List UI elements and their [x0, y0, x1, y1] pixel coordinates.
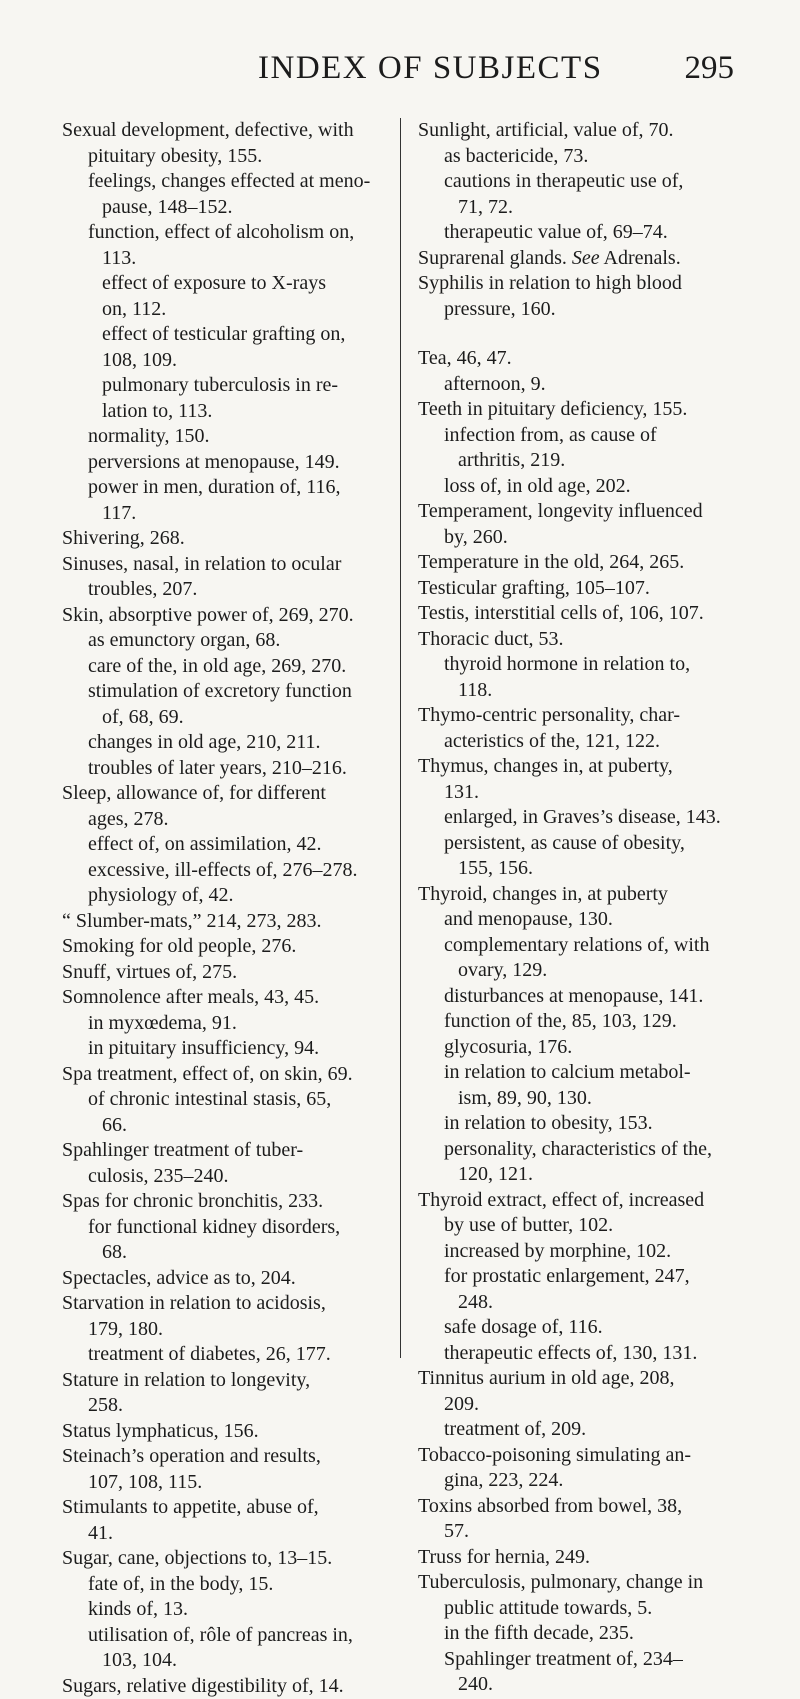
index-subentry: stimulation of excretory function: [88, 679, 392, 705]
index-entry: Teeth in pituitary deficiency, 155.: [418, 397, 758, 423]
index-subentry: persistent, as cause of obesity,: [444, 831, 758, 857]
index-subentry: thyroid hormone in relation to,: [444, 652, 758, 678]
index-subentry: personality, characteristics of the,: [444, 1137, 758, 1163]
index-entry: Tea, 46, 47.: [418, 346, 758, 372]
section-gap: [418, 322, 758, 346]
index-subentry: 108, 109.: [102, 348, 392, 374]
index-subentry: infection from, as cause of: [444, 423, 758, 449]
index-entry: Stature in relation to longevity,: [62, 1368, 392, 1394]
index-subentry: in pituitary insufficiency, 94.: [88, 1036, 392, 1062]
index-subentry: 57.: [444, 1519, 758, 1545]
index-subentry: fate of, in the body, 15.: [88, 1572, 392, 1598]
index-subentry: treatment of diabetes, 26, 177.: [88, 1342, 392, 1368]
index-subentry: 131.: [444, 780, 758, 806]
index-subentry: 118.: [458, 678, 758, 704]
index-entry: Syphilis in relation to high blood: [418, 271, 758, 297]
index-subentry: 120, 121.: [458, 1162, 758, 1188]
index-entry: Status lymphaticus, 156.: [62, 1419, 392, 1445]
index-subentry: 117.: [102, 501, 392, 527]
index-subentry: as emunctory organ, 68.: [88, 628, 392, 654]
index-entry: Truss for hernia, 249.: [418, 1545, 758, 1571]
index-subentry: 248.: [458, 1290, 758, 1316]
index-subentry: in the fifth decade, 235.: [444, 1621, 758, 1647]
index-entry: Testis, interstitial cells of, 106, 107.: [418, 601, 758, 627]
index-subentry: troubles of later years, 210–216.: [88, 756, 392, 782]
index-subentry: for prostatic enlargement, 247,: [444, 1264, 758, 1290]
index-subentry: in myxœdema, 91.: [88, 1011, 392, 1037]
index-subentry: effect of, on assimilation, 42.: [88, 832, 392, 858]
index-subentry: acteristics of the, 121, 122.: [444, 729, 758, 755]
index-entry: Spahlinger treatment of tuber-: [62, 1138, 392, 1164]
index-entry: Sleep, allowance of, for different: [62, 781, 392, 807]
index-subentry: pituitary obesity, 155.: [88, 144, 392, 170]
index-subentry: 107, 108, 115.: [88, 1470, 392, 1496]
index-entry: Tuberculosis, pulmonary, change in: [418, 1570, 758, 1596]
index-subentry: excessive, ill-effects of, 276–278.: [88, 858, 392, 884]
page-header: [0, 50, 800, 96]
index-entry: Skin, absorptive power of, 269, 270.: [62, 603, 392, 629]
index-entry: Sugar, cane, objections to, 13–15.: [62, 1546, 392, 1572]
index-entry: Starvation in relation to acidosis,: [62, 1291, 392, 1317]
index-entry: Steinach’s operation and results,: [62, 1444, 392, 1470]
index-subentry: treatment of, 209.: [444, 1417, 758, 1443]
index-subentry: and menopause, 130.: [444, 907, 758, 933]
index-entry: Thoracic duct, 53.: [418, 627, 758, 653]
index-subentry: Spahlinger treatment of, 234–: [444, 1647, 758, 1673]
index-subentry: 68.: [102, 1240, 392, 1266]
page-title: INDEX OF SUBJECTS: [258, 50, 603, 87]
index-subentry: pulmonary tuberculosis in re-: [102, 373, 392, 399]
index-subentry: 103, 104.: [102, 1648, 392, 1674]
index-subentry: effect of testicular grafting on,: [102, 322, 392, 348]
index-entry: Toxins absorbed from bowel, 38,: [418, 1494, 758, 1520]
index-subentry: pressure, 160.: [444, 297, 758, 323]
index-entry: Tobacco-poisoning simulating an-: [418, 1443, 758, 1469]
index-subentry: by, 260.: [444, 525, 758, 551]
index-entry: Sugars, relative digestibility of, 14.: [62, 1674, 392, 1699]
index-subentry: care of the, in old age, 269, 270.: [88, 654, 392, 680]
see-reference: See: [572, 247, 600, 269]
index-subentry: in relation to calcium metabol-: [444, 1060, 758, 1086]
index-subentry: for functional kidney disorders,: [88, 1215, 392, 1241]
index-subentry: pause, 148–152.: [102, 195, 392, 221]
index-subentry: cautions in therapeutic use of,: [444, 169, 758, 195]
index-subentry: in relation to obesity, 153.: [444, 1111, 758, 1137]
index-subentry: therapeutic effects of, 130, 131.: [444, 1341, 758, 1367]
index-subentry: 240.: [458, 1672, 758, 1698]
index-subentry: ism, 89, 90, 130.: [458, 1086, 758, 1112]
index-subentry: lation to, 113.: [102, 399, 392, 425]
index-subentry: disturbances at menopause, 141.: [444, 984, 758, 1010]
index-subentry: function of the, 85, 103, 129.: [444, 1009, 758, 1035]
index-entry: Smoking for old people, 276.: [62, 934, 392, 960]
index-subentry: therapeutic value of, 69–74.: [444, 220, 758, 246]
index-subentry: physiology of, 42.: [88, 883, 392, 909]
index-subentry: loss of, in old age, 202.: [444, 474, 758, 500]
index-subentry: public attitude towards, 5.: [444, 1596, 758, 1622]
index-column-left: [62, 118, 392, 1699]
index-subentry: as bactericide, 73.: [444, 144, 758, 170]
index-entry: Thyroid, changes in, at puberty: [418, 882, 758, 908]
index-subentry: normality, 150.: [88, 424, 392, 450]
index-subentry: arthritis, 219.: [458, 448, 758, 474]
index-subentry: afternoon, 9.: [444, 372, 758, 398]
index-subentry: perversions at menopause, 149.: [88, 450, 392, 476]
index-entry: Spa treatment, effect of, on skin, 69.: [62, 1062, 392, 1088]
index-subentry: complementary relations of, with: [444, 933, 758, 959]
index-subentry: 209.: [444, 1392, 758, 1418]
index-entry: Thymus, changes in, at puberty,: [418, 754, 758, 780]
index-entry: Suprarenal glands. See Adrenals.: [418, 246, 758, 272]
index-entry: Temperament, longevity influenced: [418, 499, 758, 525]
index-entry: Sinuses, nasal, in relation to ocular: [62, 552, 392, 578]
index-subentry: of chronic intestinal stasis, 65,: [88, 1087, 392, 1113]
index-subentry: by use of butter, 102.: [444, 1213, 758, 1239]
index-subentry: 71, 72.: [458, 195, 758, 221]
index-entry: “ Slumber-mats,” 214, 273, 283.: [62, 909, 392, 935]
column-divider: [400, 118, 401, 1358]
index-subentry: effect of exposure to X-rays: [102, 271, 392, 297]
index-subentry: utilisation of, rôle of pancreas in,: [88, 1623, 392, 1649]
index-subentry: 113.: [102, 246, 392, 272]
index-subentry: 258.: [88, 1393, 392, 1419]
index-subentry: troubles, 207.: [88, 577, 392, 603]
index-column-right: [418, 118, 758, 1698]
index-entry: Snuff, virtues of, 275.: [62, 960, 392, 986]
index-subentry: function, effect of alcoholism on,: [88, 220, 392, 246]
index-subentry: of, 68, 69.: [102, 705, 392, 731]
index-subentry: power in men, duration of, 116,: [88, 475, 392, 501]
index-subentry: changes in old age, 210, 211.: [88, 730, 392, 756]
index-subentry: 41.: [88, 1521, 392, 1547]
index-subentry: 179, 180.: [88, 1317, 392, 1343]
index-subentry: 66.: [102, 1113, 392, 1139]
index-entry: Tinnitus aurium in old age, 208,: [418, 1366, 758, 1392]
index-entry: Thymo-centric personality, char-: [418, 703, 758, 729]
index-subentry: ages, 278.: [88, 807, 392, 833]
index-entry: Sunlight, artificial, value of, 70.: [418, 118, 758, 144]
index-subentry: glycosuria, 176.: [444, 1035, 758, 1061]
index-entry: Temperature in the old, 264, 265.: [418, 550, 758, 576]
index-subentry: ovary, 129.: [458, 958, 758, 984]
index-subentry: feelings, changes effected at meno-: [88, 169, 392, 195]
index-entry: Spas for chronic bronchitis, 233.: [62, 1189, 392, 1215]
index-subentry: kinds of, 13.: [88, 1597, 392, 1623]
index-entry: Somnolence after meals, 43, 45.: [62, 985, 392, 1011]
index-subentry: gina, 223, 224.: [444, 1468, 758, 1494]
index-entry: Thyroid extract, effect of, increased: [418, 1188, 758, 1214]
index-subentry: enlarged, in Graves’s disease, 143.: [444, 805, 758, 831]
index-subentry: on, 112.: [102, 297, 392, 323]
page-number: 295: [685, 50, 735, 87]
index-entry: Stimulants to appetite, abuse of,: [62, 1495, 392, 1521]
index-subentry: culosis, 235–240.: [88, 1164, 392, 1190]
index-subentry: safe dosage of, 116.: [444, 1315, 758, 1341]
index-entry: Sexual development, defective, with: [62, 118, 392, 144]
index-entry: Shivering, 268.: [62, 526, 392, 552]
index-entry: Testicular grafting, 105–107.: [418, 576, 758, 602]
index-subentry: increased by morphine, 102.: [444, 1239, 758, 1265]
index-entry: Spectacles, advice as to, 204.: [62, 1266, 392, 1292]
index-subentry: 155, 156.: [458, 856, 758, 882]
